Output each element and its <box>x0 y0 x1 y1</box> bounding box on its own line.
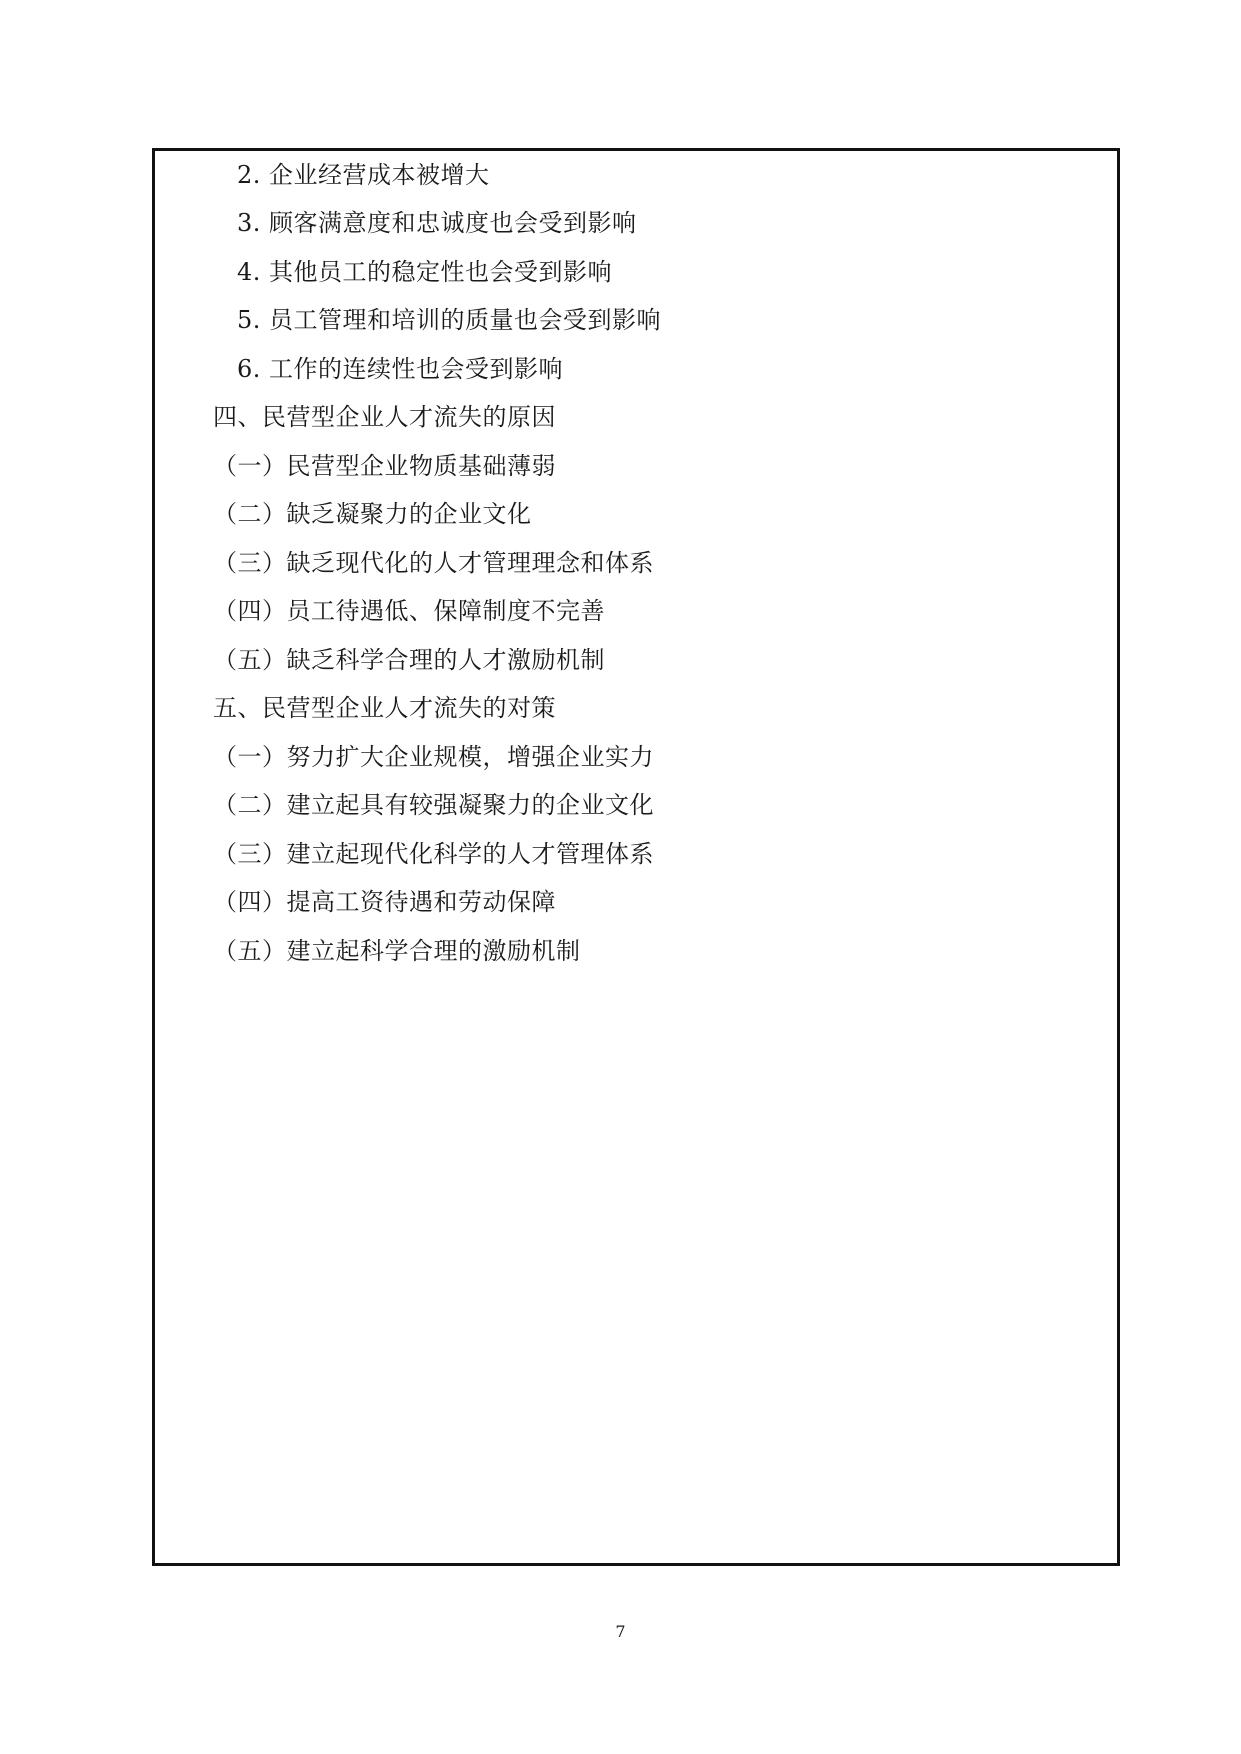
list-item-staff-stability: 4. 其他员工的稳定性也会受到影响 <box>237 258 613 286</box>
page-number: 7 <box>615 1622 626 1641</box>
list-item-measure-3: （三）建立起现代化科学的人才管理体系 <box>213 840 654 868</box>
list-item-training-quality: 5. 员工管理和培训的质量也会受到影响 <box>237 306 662 334</box>
list-item-cause-4: （四）员工待遇低、保障制度不完善 <box>213 597 605 625</box>
list-item-cause-2: （二）缺乏凝聚力的企业文化 <box>213 500 532 528</box>
list-item-cause-5: （五）缺乏科学合理的人才激励机制 <box>213 646 605 674</box>
list-item-cause-3: （三）缺乏现代化的人才管理理念和体系 <box>213 549 654 577</box>
list-item-measure-2: （二）建立起具有较强凝聚力的企业文化 <box>213 791 654 819</box>
list-item-measure-1: （一）努力扩大企业规模，增强企业实力 <box>213 743 654 771</box>
section-heading-countermeasures: 五、民营型企业人才流失的对策 <box>213 694 556 722</box>
list-item-measure-5: （五）建立起科学合理的激励机制 <box>213 937 581 965</box>
list-item-work-continuity: 6. 工作的连续性也会受到影响 <box>237 355 564 383</box>
list-item-measure-4: （四）提高工资待遇和劳动保障 <box>213 888 556 916</box>
list-item-customer-satisfaction: 3. 顾客满意度和忠诚度也会受到影响 <box>237 209 637 237</box>
list-item-cost-increase: 2. 企业经营成本被增大 <box>237 161 490 189</box>
list-item-cause-1: （一）民营型企业物质基础薄弱 <box>213 452 556 480</box>
section-heading-causes: 四、民营型企业人才流失的原因 <box>213 403 556 431</box>
